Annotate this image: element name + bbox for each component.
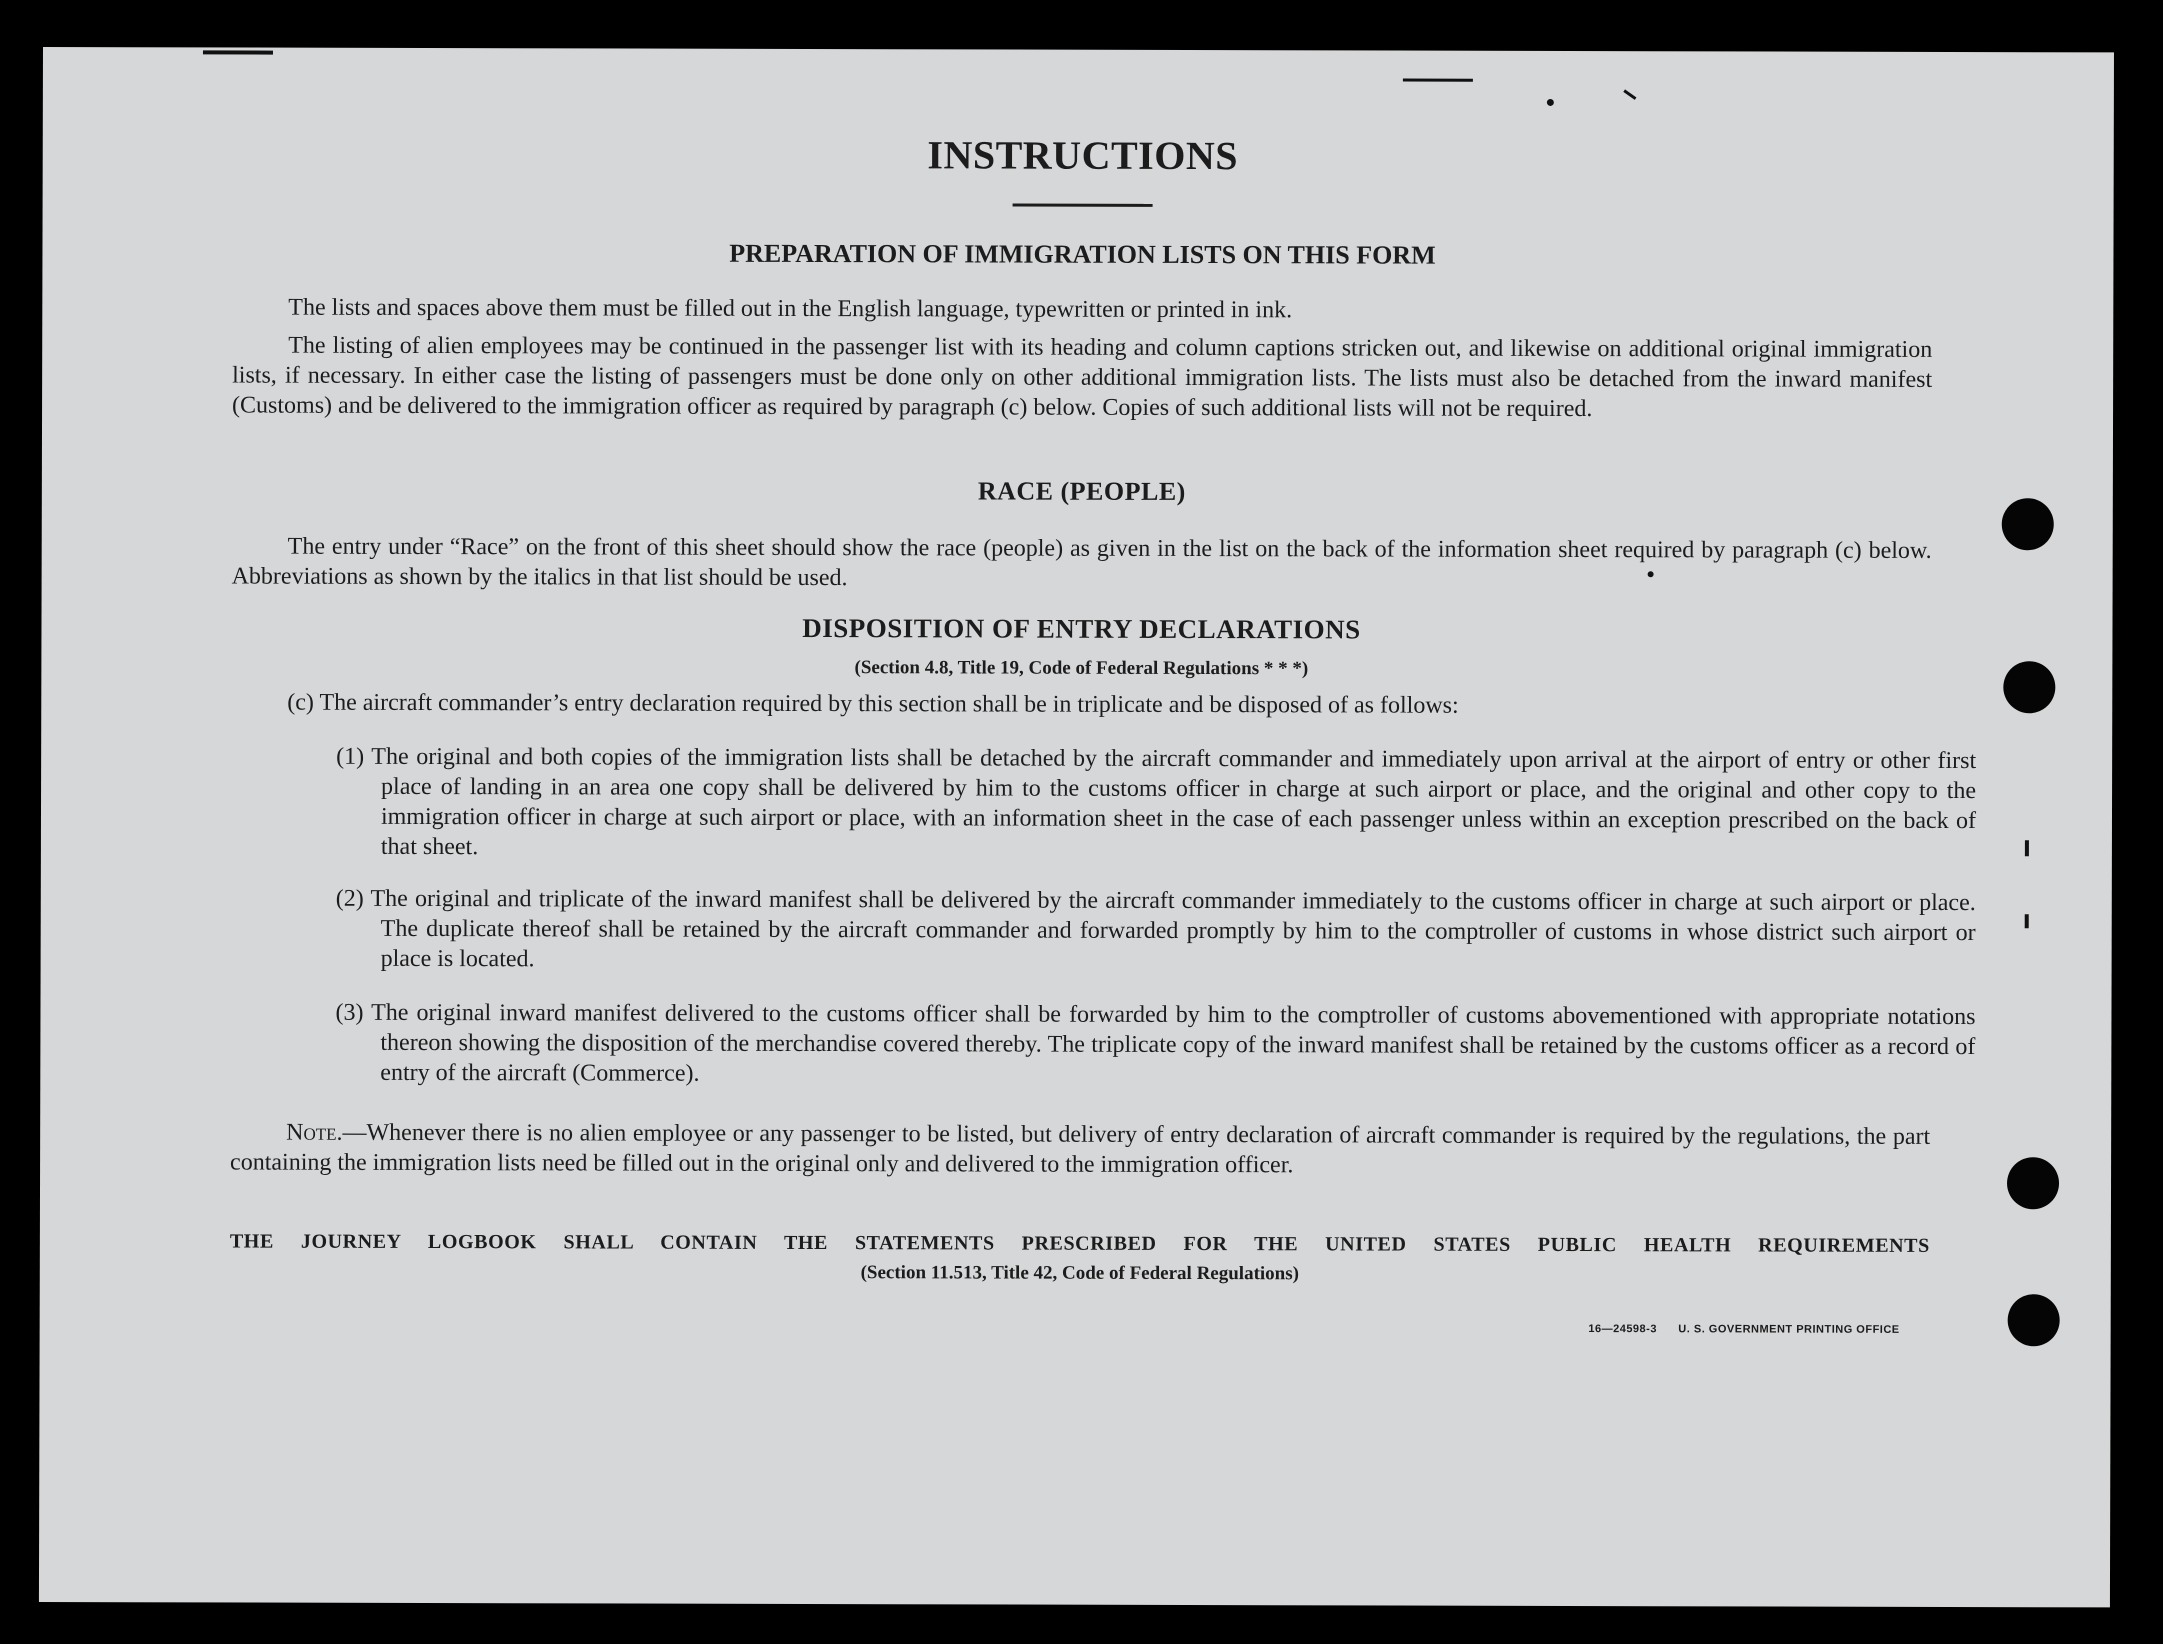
note-text: —Whenever there is no alien employee or any passenger to be listed, but delivery of entry declaration of aircraft commander is required by the regulations, the part containing the immigration lists need be filled out in the original only and delivered to the immigration officer. bbox=[230, 1119, 1931, 1179]
printer-name: U. S. GOVERNMENT PRINTING OFFICE bbox=[1678, 1323, 1900, 1336]
punch-hole-4 bbox=[2008, 1294, 2060, 1346]
page-title: INSTRUCTIONS bbox=[927, 132, 1239, 179]
preparation-paragraph-2: The listing of alien employees may be continued in the passenger list with its heading and column captions stricken out, and likewise on additional original immigration lists, if necessary. In either case the listing of passengers must be done only on other additional immigration lists. The lists must also be detached from the inward manifest (Customs) and be delivered to the immigration officer as required by paragraph (c) below. Copies of such additional lists will not be required. bbox=[232, 332, 1933, 423]
printing-office-footer bbox=[1540, 1323, 1900, 1336]
preparation-heading: PREPARATION OF IMMIGRATION LISTS ON THIS FORM bbox=[729, 238, 1436, 270]
instructions-content bbox=[229, 47, 1977, 1336]
note-paragraph bbox=[230, 1117, 1930, 1181]
ink-speck bbox=[203, 50, 273, 54]
disposition-item-2: (2) The original and triplicate of the inward manifest shall be delivered by the aircraft commander immediately to the customs officer in charge at such airport or place. The duplicate thereof shall be retained by the aircraft commander and forwarded promptly by him to the comptroller of customs in whose district such airport or place is located. bbox=[335, 885, 1976, 973]
journey-logbook-statement: THE JOURNEY LOGBOOK SHALL CONTAIN THE STATEMENTS PRESCRIBED FOR THE UNITED STATES PUBLIC HEALTH REQUIREMENTS bbox=[229, 1230, 1930, 1257]
disposition-heading: DISPOSITION OF ENTRY DECLARATIONS bbox=[802, 612, 1361, 645]
disposition-section-reference: (Section 4.8, Title 19, Code of Federal Regulations * * *) bbox=[854, 657, 1309, 680]
punch-hole-2 bbox=[2003, 661, 2055, 713]
document-page bbox=[39, 47, 2114, 1607]
ink-speck bbox=[1403, 79, 1473, 82]
ink-speck bbox=[2025, 914, 2029, 928]
ink-speck bbox=[2025, 840, 2029, 856]
journey-section-reference: (Section 11.513, Title 42, Code of Federal Regulations) bbox=[860, 1262, 1300, 1285]
preparation-paragraph-1: The lists and spaces above them must be filled out in the English language, typewritten or printed in ink. bbox=[288, 294, 1293, 324]
note-label: Note. bbox=[286, 1119, 343, 1146]
punch-hole-1 bbox=[2002, 498, 2054, 550]
ink-speck bbox=[1623, 89, 1636, 100]
ink-speck bbox=[1547, 99, 1554, 106]
race-heading: RACE (PEOPLE) bbox=[977, 476, 1186, 506]
disposition-item-1: (1) The original and both copies of the immigration lists shall be detached by the aircraft commander and immediately upon arrival at the airport of entry or other first place of landing in an area one copy shall be delivered by him to the customs officer in charge at such airport or place, and the original and other copy to the immigration officer in charge at such airport or place, with an information sheet in the case of each passenger unless within an exception prescribed on the back of that sheet. bbox=[336, 743, 1977, 861]
title-underline bbox=[1013, 204, 1153, 207]
race-paragraph: The entry under “Race” on the front of this sheet should show the race (people) as given in the list on the back of the information sheet required by paragraph (c) below. Abbreviations as shown by the italics in that list should be used. bbox=[231, 533, 1932, 592]
punch-hole-3 bbox=[2007, 1157, 2059, 1209]
form-code: 16—24598-3 bbox=[1588, 1323, 1657, 1336]
paragraph-c: (c) The aircraft commander’s entry declaration required by this section shall be in triplicate and be disposed of as follows: bbox=[287, 689, 1459, 719]
disposition-item-3: (3) The original inward manifest delivered to the customs officer shall be forwarded by him to the comptroller of customs abovementioned with appropriate notations thereon showing the disposition of the merchandise covered thereby. The triplicate copy of the inward manifest shall be retained by the customs officer as a record of entry of the aircraft (Commerce). bbox=[335, 999, 1976, 1087]
